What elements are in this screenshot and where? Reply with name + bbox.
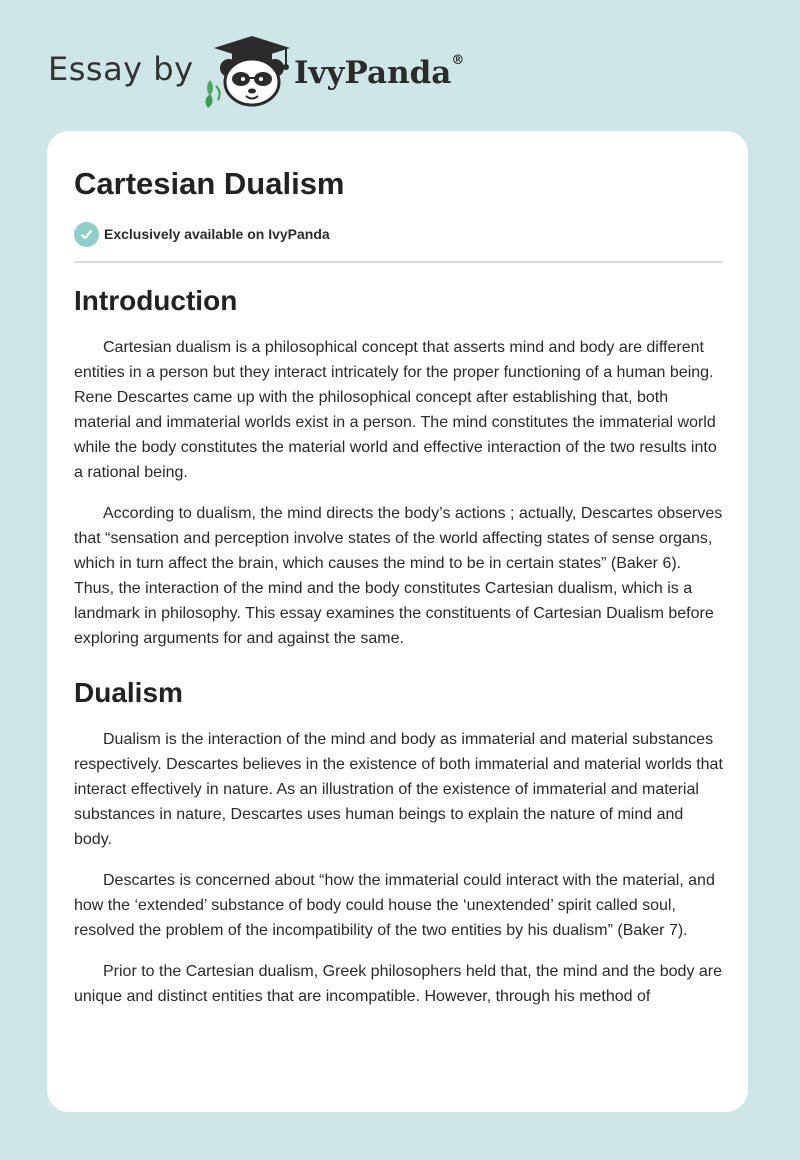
site-header: [0, 0, 800, 130]
essay-body: [74, 281, 723, 1009]
badge-text: Exclusively available on IvyPanda: [104, 226, 330, 242]
brand-name[interactable]: IvyPanda®: [294, 53, 465, 91]
exclusive-badge: [74, 221, 330, 247]
panda-graduate-icon[interactable]: [202, 36, 292, 108]
paragraph: Prior to the Cartesian dualism, Greek philosophers held that, the mind and the body are unique and distinct entities that are incompatible. However, through his method of: [74, 963, 723, 1005]
paragraph: According to dualism, the mind directs the body’s actions ; actually, Descartes observes that “sensation and perception involve states of the world affecting states of sense organs, which in turn affect the brain, which causes the mind to be in certain states” (Baker 6). Thus, the interaction of the mind and the body constitutes Cartesian dualism, which is a landmark in philosophy. This essay examines the constituents of Cartesian Dualism before exploring arguments for and against the same.: [74, 505, 723, 647]
section-heading-introduction: Introduction: [74, 285, 238, 316]
essay-card: [47, 131, 748, 1112]
paragraph: Dualism is the interaction of the mind and body as immaterial and material substances respectively. Descartes believes in the existence of both immaterial and material worlds that interact effectively in nature. As an illustration of the existence of immaterial and material substances in nature, Descartes uses human beings to explain the nature of mind and body.: [74, 731, 723, 848]
page-title: Cartesian Dualism: [74, 166, 345, 201]
divider: [74, 261, 723, 263]
check-circle-icon: [74, 222, 99, 247]
paragraph: Descartes is concerned about “how the immaterial could interact with the material, and how the ‘extended’ substance of body could house the ‘unextended’ spirit called soul, resolved the problem of the incompatibility of the two entities by his dualism” (Baker 7).: [74, 872, 715, 939]
essay-by-label: Essay by: [48, 50, 194, 88]
registered-mark: ®: [451, 53, 465, 68]
section-heading-dualism: Dualism: [74, 677, 183, 708]
paragraph: Cartesian dualism is a philosophical concept that asserts mind and body are different entities in a person but they interact intricately for the proper functioning of a human being. Rene Descartes came up with the philosophical concept after establishing that, both material and immaterial worlds exist in a person. The mind constitutes the immaterial world while the body constitutes the material world and effective interaction of the two results into a rational being.: [74, 339, 717, 481]
